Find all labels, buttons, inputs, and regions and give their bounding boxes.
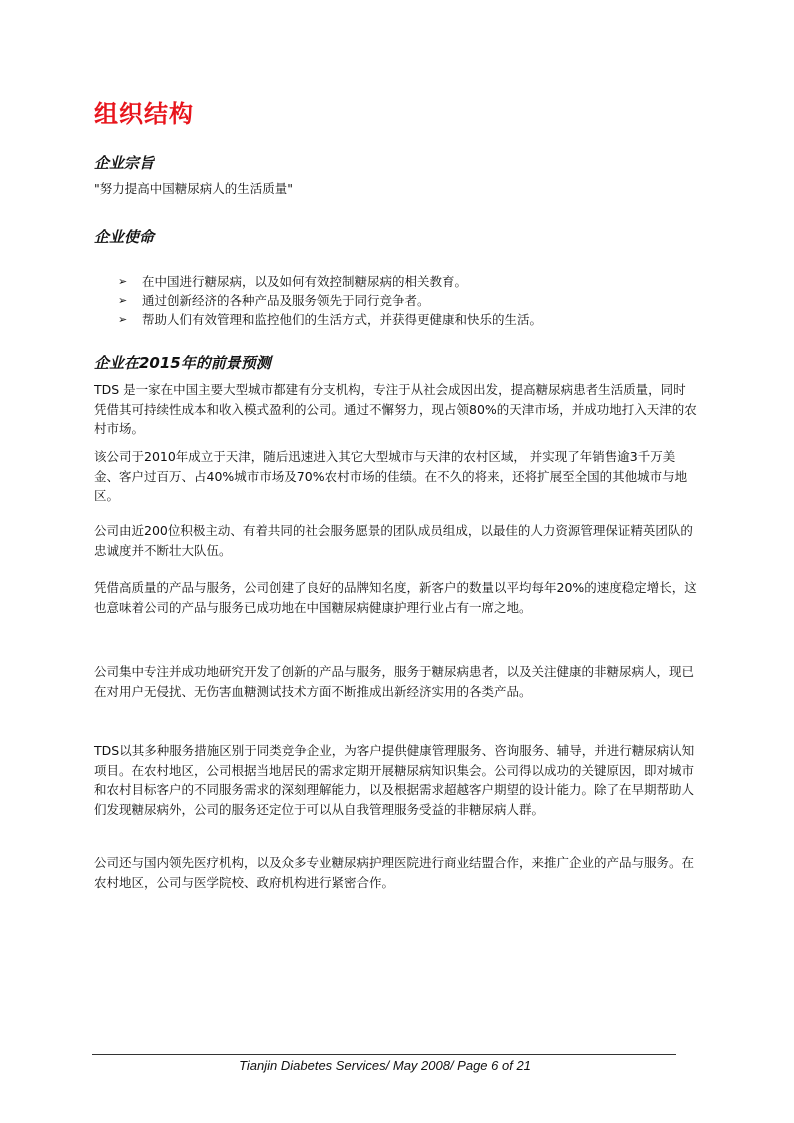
arrow-bullet-icon: ➢	[118, 313, 128, 326]
arrow-bullet-icon: ➢	[118, 294, 128, 307]
mission-item-text: 在中国进行糖尿病，以及如何有效控制糖尿病的相关教育。	[142, 274, 468, 289]
mission-list	[118, 272, 542, 329]
purpose-text: "努力提高中国糖尿病人的生活质量"	[94, 181, 293, 196]
page-footer: Tianjin Diabetes Services/ May 2008/ Page 6 of 21	[239, 1058, 531, 1073]
mission-item-text: 帮助人们有效管理和监控他们的生活方式，并获得更健康和快乐的生活。	[142, 312, 543, 327]
purpose-heading: 企业宗旨	[94, 154, 155, 172]
page-title: 组织结构	[94, 100, 194, 128]
list-item	[118, 272, 542, 291]
outlook-heading: 企业在2015年的前景预测	[94, 354, 271, 372]
outlook-paragraph: 公司集中专注并成功地研究开发了创新的产品与服务，服务于糖尿病患者，以及关注健康的非糖尿病人，现已在对用户无侵扰、无伤害血糖测试技术方面不断推成出新经济实用的各类产品。	[94, 664, 695, 699]
outlook-paragraph: 公司由近200位积极主动、有着共同的社会服务愿景的团队成员组成，以最佳的人力资源管理保证精英团队的忠诚度并不断壮大队伍。	[94, 523, 693, 558]
mission-item-text: 通过创新经济的各种产品及服务领先于同行竞争者。	[142, 293, 430, 308]
outlook-paragraph: 公司还与国内领先医疗机构，以及众多专业糖尿病护理医院进行商业结盟合作，来推广企业的产品与服务。在农村地区，公司与医学院校、政府机构进行紧密合作。	[94, 855, 695, 890]
arrow-bullet-icon: ➢	[118, 275, 128, 288]
footer-divider	[92, 1054, 676, 1055]
outlook-paragraph: TDS以其多种服务措施区别于同类竞争企业，为客户提供健康管理服务、咨询服务、辅导，并进行糖尿病认知项目。在农村地区，公司根据当地居民的需求定期开展糖尿病知识集会。公司得以成功的关键原因，即对城市和农村目标客户的不同服务需求的深刻理解能力，以及根据需求超越客户期望的设计能力。除了在早期帮助人们发现糖尿病外，公司的服务还定位于可以从自我管理服务受益的非糖尿病人群。	[94, 743, 695, 817]
list-item	[118, 310, 542, 329]
list-item	[118, 291, 542, 310]
outlook-paragraph: TDS 是一家在中国主要大型城市都建有分支机构，专注于从社会成因出发，提高糖尿病患者生活质量，同时凭借其可持续性成本和收入模式盈利的公司。通过不懈努力，现占领80%的天津市场，并成功地打入天津的农村市场。	[94, 382, 697, 436]
mission-heading: 企业使命	[94, 228, 155, 246]
outlook-paragraph: 该公司于2010年成立于天津，随后迅速进入其它大型城市与天津的农村区域， 并实现了年销售逾3千万美金、客户过百万、占40%城市市场及70%农村市场的佳绩。在不久的将来，还将扩展至全国的其他城市与地区。	[94, 449, 688, 503]
outlook-paragraph: 凭借高质量的产品与服务，公司创建了良好的品牌知名度，新客户的数量以平均每年20%的速度稳定增长，这也意味着公司的产品与服务已成功地在中国糖尿病健康护理行业占有一席之地。	[94, 580, 697, 615]
